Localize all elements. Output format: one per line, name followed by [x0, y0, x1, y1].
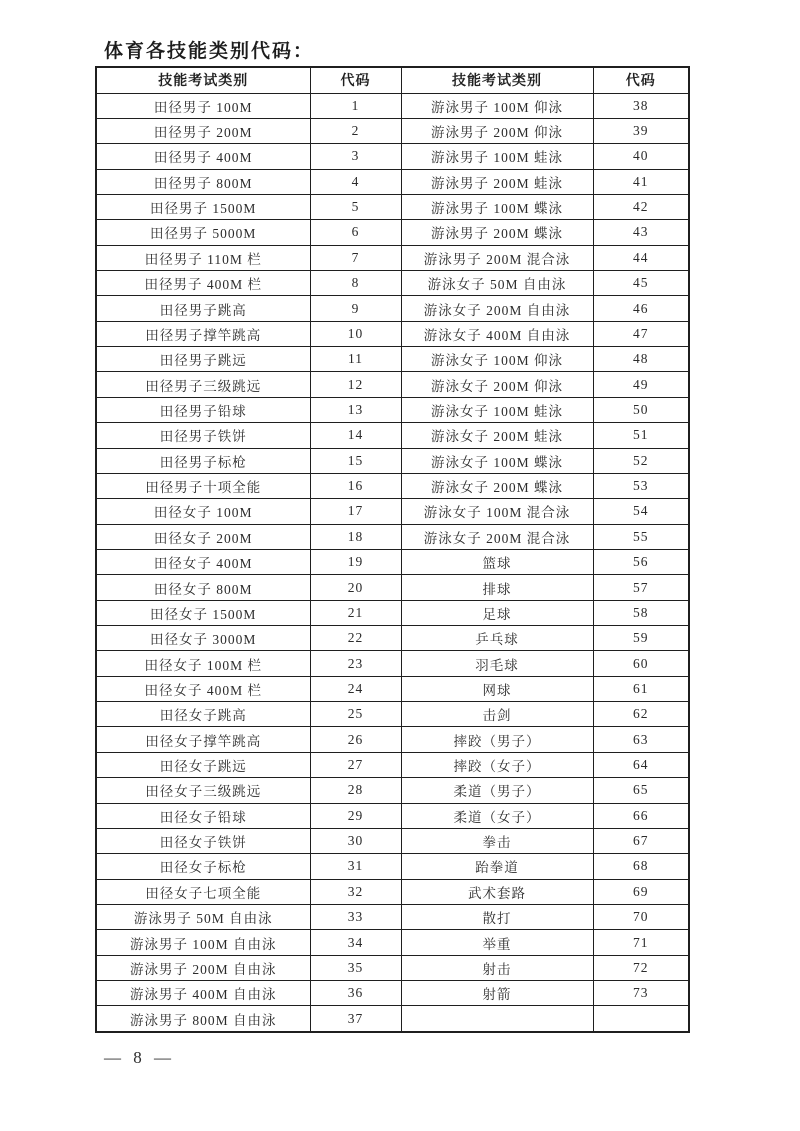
code-cell	[593, 1006, 689, 1032]
table-row	[96, 423, 689, 448]
code-cell: 21	[310, 600, 401, 625]
code-cell: 48	[593, 347, 689, 372]
category-cell: 田径女子七项全能	[96, 879, 310, 904]
code-cell: 20	[310, 575, 401, 600]
category-cell: 柔道（女子）	[401, 803, 593, 828]
code-cell: 68	[593, 854, 689, 879]
page-number: — 8 —	[104, 1048, 175, 1067]
category-cell: 游泳女子 200M 自由泳	[401, 296, 593, 321]
category-cell: 射击	[401, 955, 593, 980]
category-cell: 游泳男子 800M 自由泳	[96, 1006, 310, 1032]
code-cell: 41	[593, 169, 689, 194]
category-cell: 田径女子标枪	[96, 854, 310, 879]
code-cell: 19	[310, 549, 401, 574]
category-cell: 拳击	[401, 828, 593, 853]
category-cell: 田径男子 100M	[96, 93, 310, 118]
table-row	[96, 702, 689, 727]
code-cell: 25	[310, 702, 401, 727]
category-cell: 田径女子 400M 栏	[96, 676, 310, 701]
table-row	[96, 473, 689, 498]
category-cell: 游泳女子 200M 混合泳	[401, 524, 593, 549]
code-cell: 67	[593, 828, 689, 853]
table-row	[96, 626, 689, 651]
category-cell: 游泳女子 200M 蝶泳	[401, 473, 593, 498]
code-cell: 40	[593, 144, 689, 169]
category-cell: 跆拳道	[401, 854, 593, 879]
table-row	[96, 372, 689, 397]
code-cell: 37	[310, 1006, 401, 1032]
category-cell: 田径男子铅球	[96, 397, 310, 422]
code-cell: 1	[310, 93, 401, 118]
category-cell: 举重	[401, 930, 593, 955]
code-cell: 35	[310, 955, 401, 980]
header-category-left: 技能考试类别	[96, 67, 310, 93]
code-cell: 66	[593, 803, 689, 828]
code-cell: 13	[310, 397, 401, 422]
code-cell: 46	[593, 296, 689, 321]
code-cell: 57	[593, 575, 689, 600]
code-cell: 53	[593, 473, 689, 498]
code-cell: 39	[593, 118, 689, 143]
code-cell: 60	[593, 651, 689, 676]
category-cell: 射箭	[401, 981, 593, 1006]
category-cell: 田径女子 3000M	[96, 626, 310, 651]
category-cell: 田径女子铁饼	[96, 828, 310, 853]
code-cell: 10	[310, 321, 401, 346]
category-cell: 游泳女子 200M 仰泳	[401, 372, 593, 397]
code-cell: 43	[593, 220, 689, 245]
category-cell: 摔跤（男子）	[401, 727, 593, 752]
category-cell: 游泳男子 200M 蛙泳	[401, 169, 593, 194]
code-cell: 56	[593, 549, 689, 574]
code-cell: 34	[310, 930, 401, 955]
code-cell: 73	[593, 981, 689, 1006]
category-cell: 田径女子三级跳远	[96, 778, 310, 803]
category-cell: 羽毛球	[401, 651, 593, 676]
category-cell: 柔道（男子）	[401, 778, 593, 803]
category-cell: 田径女子 200M	[96, 524, 310, 549]
category-cell: 游泳女子 400M 自由泳	[401, 321, 593, 346]
table-row	[96, 828, 689, 853]
skill-code-table	[95, 66, 690, 1033]
code-cell: 28	[310, 778, 401, 803]
table-row	[96, 499, 689, 524]
category-cell: 田径男子标枪	[96, 448, 310, 473]
table-row	[96, 930, 689, 955]
table-row	[96, 220, 689, 245]
category-cell: 田径女子 400M	[96, 549, 310, 574]
category-cell: 田径女子 800M	[96, 575, 310, 600]
code-cell: 24	[310, 676, 401, 701]
code-cell: 2	[310, 118, 401, 143]
code-cell: 6	[310, 220, 401, 245]
table-row	[96, 448, 689, 473]
category-cell: 游泳男子 200M 混合泳	[401, 245, 593, 270]
category-cell: 田径男子铁饼	[96, 423, 310, 448]
category-cell: 游泳男子 100M 蝶泳	[401, 194, 593, 219]
code-cell: 9	[310, 296, 401, 321]
category-cell: 田径男子跳远	[96, 347, 310, 372]
category-cell: 田径男子跳高	[96, 296, 310, 321]
code-cell: 22	[310, 626, 401, 651]
category-cell: 田径男子 1500M	[96, 194, 310, 219]
category-cell: 游泳男子 100M 自由泳	[96, 930, 310, 955]
table-row	[96, 321, 689, 346]
category-cell: 田径男子 200M	[96, 118, 310, 143]
category-cell: 乒乓球	[401, 626, 593, 651]
code-cell: 55	[593, 524, 689, 549]
category-cell: 游泳女子 100M 混合泳	[401, 499, 593, 524]
category-cell: 游泳男子 400M 自由泳	[96, 981, 310, 1006]
category-cell: 游泳男子 200M 自由泳	[96, 955, 310, 980]
table-header-row	[96, 67, 689, 93]
table-row	[96, 879, 689, 904]
category-cell: 游泳女子 50M 自由泳	[401, 271, 593, 296]
code-cell: 8	[310, 271, 401, 296]
category-cell: 田径男子撑竿跳高	[96, 321, 310, 346]
code-cell: 52	[593, 448, 689, 473]
category-cell: 散打	[401, 905, 593, 930]
category-cell	[401, 1006, 593, 1032]
category-cell: 篮球	[401, 549, 593, 574]
category-cell: 游泳男子 50M 自由泳	[96, 905, 310, 930]
code-cell: 62	[593, 702, 689, 727]
code-cell: 51	[593, 423, 689, 448]
code-cell: 44	[593, 245, 689, 270]
code-cell: 27	[310, 752, 401, 777]
table-row	[96, 981, 689, 1006]
category-cell: 田径女子撑竿跳高	[96, 727, 310, 752]
header-category-right: 技能考试类别	[401, 67, 593, 93]
code-cell: 5	[310, 194, 401, 219]
category-cell: 田径女子 100M	[96, 499, 310, 524]
table-row	[96, 144, 689, 169]
category-cell: 游泳男子 200M 蝶泳	[401, 220, 593, 245]
table-row	[96, 778, 689, 803]
table-row	[96, 1006, 689, 1032]
table-row	[96, 271, 689, 296]
code-cell: 65	[593, 778, 689, 803]
code-cell: 47	[593, 321, 689, 346]
code-cell: 50	[593, 397, 689, 422]
code-cell: 3	[310, 144, 401, 169]
category-cell: 田径女子跳高	[96, 702, 310, 727]
table-row	[96, 347, 689, 372]
code-cell: 33	[310, 905, 401, 930]
code-cell: 26	[310, 727, 401, 752]
table-row	[96, 752, 689, 777]
code-cell: 17	[310, 499, 401, 524]
category-cell: 田径男子 400M	[96, 144, 310, 169]
table-row	[96, 245, 689, 270]
code-cell: 49	[593, 372, 689, 397]
table-row	[96, 397, 689, 422]
category-cell: 游泳女子 200M 蛙泳	[401, 423, 593, 448]
code-cell: 32	[310, 879, 401, 904]
code-cell: 16	[310, 473, 401, 498]
category-cell: 游泳男子 100M 蛙泳	[401, 144, 593, 169]
category-cell: 田径男子 5000M	[96, 220, 310, 245]
category-cell: 武术套路	[401, 879, 593, 904]
category-cell: 田径男子三级跳远	[96, 372, 310, 397]
code-cell: 42	[593, 194, 689, 219]
category-cell: 田径女子 100M 栏	[96, 651, 310, 676]
table-body	[96, 93, 689, 1032]
category-cell: 足球	[401, 600, 593, 625]
table-row	[96, 118, 689, 143]
category-cell: 田径男子 800M	[96, 169, 310, 194]
category-cell: 摔跤（女子）	[401, 752, 593, 777]
header-code-right: 代码	[593, 67, 689, 93]
code-cell: 70	[593, 905, 689, 930]
table-row	[96, 575, 689, 600]
category-cell: 游泳男子 100M 仰泳	[401, 93, 593, 118]
table-row	[96, 955, 689, 980]
category-cell: 田径男子十项全能	[96, 473, 310, 498]
code-cell: 72	[593, 955, 689, 980]
category-cell: 排球	[401, 575, 593, 600]
code-cell: 31	[310, 854, 401, 879]
category-cell: 田径男子 110M 栏	[96, 245, 310, 270]
category-cell: 网球	[401, 676, 593, 701]
code-cell: 12	[310, 372, 401, 397]
code-cell: 29	[310, 803, 401, 828]
table-row	[96, 549, 689, 574]
category-cell: 田径男子 400M 栏	[96, 271, 310, 296]
table-row	[96, 803, 689, 828]
table-row	[96, 524, 689, 549]
code-cell: 23	[310, 651, 401, 676]
table-row	[96, 676, 689, 701]
code-cell: 71	[593, 930, 689, 955]
code-cell: 54	[593, 499, 689, 524]
table-row	[96, 854, 689, 879]
code-cell: 63	[593, 727, 689, 752]
category-cell: 游泳女子 100M 蝶泳	[401, 448, 593, 473]
code-cell: 36	[310, 981, 401, 1006]
code-cell: 14	[310, 423, 401, 448]
table-row	[96, 296, 689, 321]
code-cell: 45	[593, 271, 689, 296]
code-cell: 7	[310, 245, 401, 270]
page-title: 体育各技能类别代码：	[104, 41, 315, 62]
table-row	[96, 600, 689, 625]
header-code-left: 代码	[310, 67, 401, 93]
table-row	[96, 93, 689, 118]
category-cell: 游泳女子 100M 仰泳	[401, 347, 593, 372]
table-row	[96, 727, 689, 752]
category-cell: 游泳女子 100M 蛙泳	[401, 397, 593, 422]
code-cell: 59	[593, 626, 689, 651]
code-cell: 38	[593, 93, 689, 118]
code-cell: 4	[310, 169, 401, 194]
code-cell: 58	[593, 600, 689, 625]
code-cell: 30	[310, 828, 401, 853]
code-cell: 18	[310, 524, 401, 549]
code-cell: 69	[593, 879, 689, 904]
code-cell: 15	[310, 448, 401, 473]
category-cell: 击剑	[401, 702, 593, 727]
category-cell: 田径女子铅球	[96, 803, 310, 828]
category-cell: 田径女子 1500M	[96, 600, 310, 625]
category-cell: 田径女子跳远	[96, 752, 310, 777]
table-row	[96, 651, 689, 676]
code-cell: 61	[593, 676, 689, 701]
category-cell: 游泳男子 200M 仰泳	[401, 118, 593, 143]
code-cell: 11	[310, 347, 401, 372]
table-row	[96, 194, 689, 219]
table-row	[96, 905, 689, 930]
code-cell: 64	[593, 752, 689, 777]
table-row	[96, 169, 689, 194]
